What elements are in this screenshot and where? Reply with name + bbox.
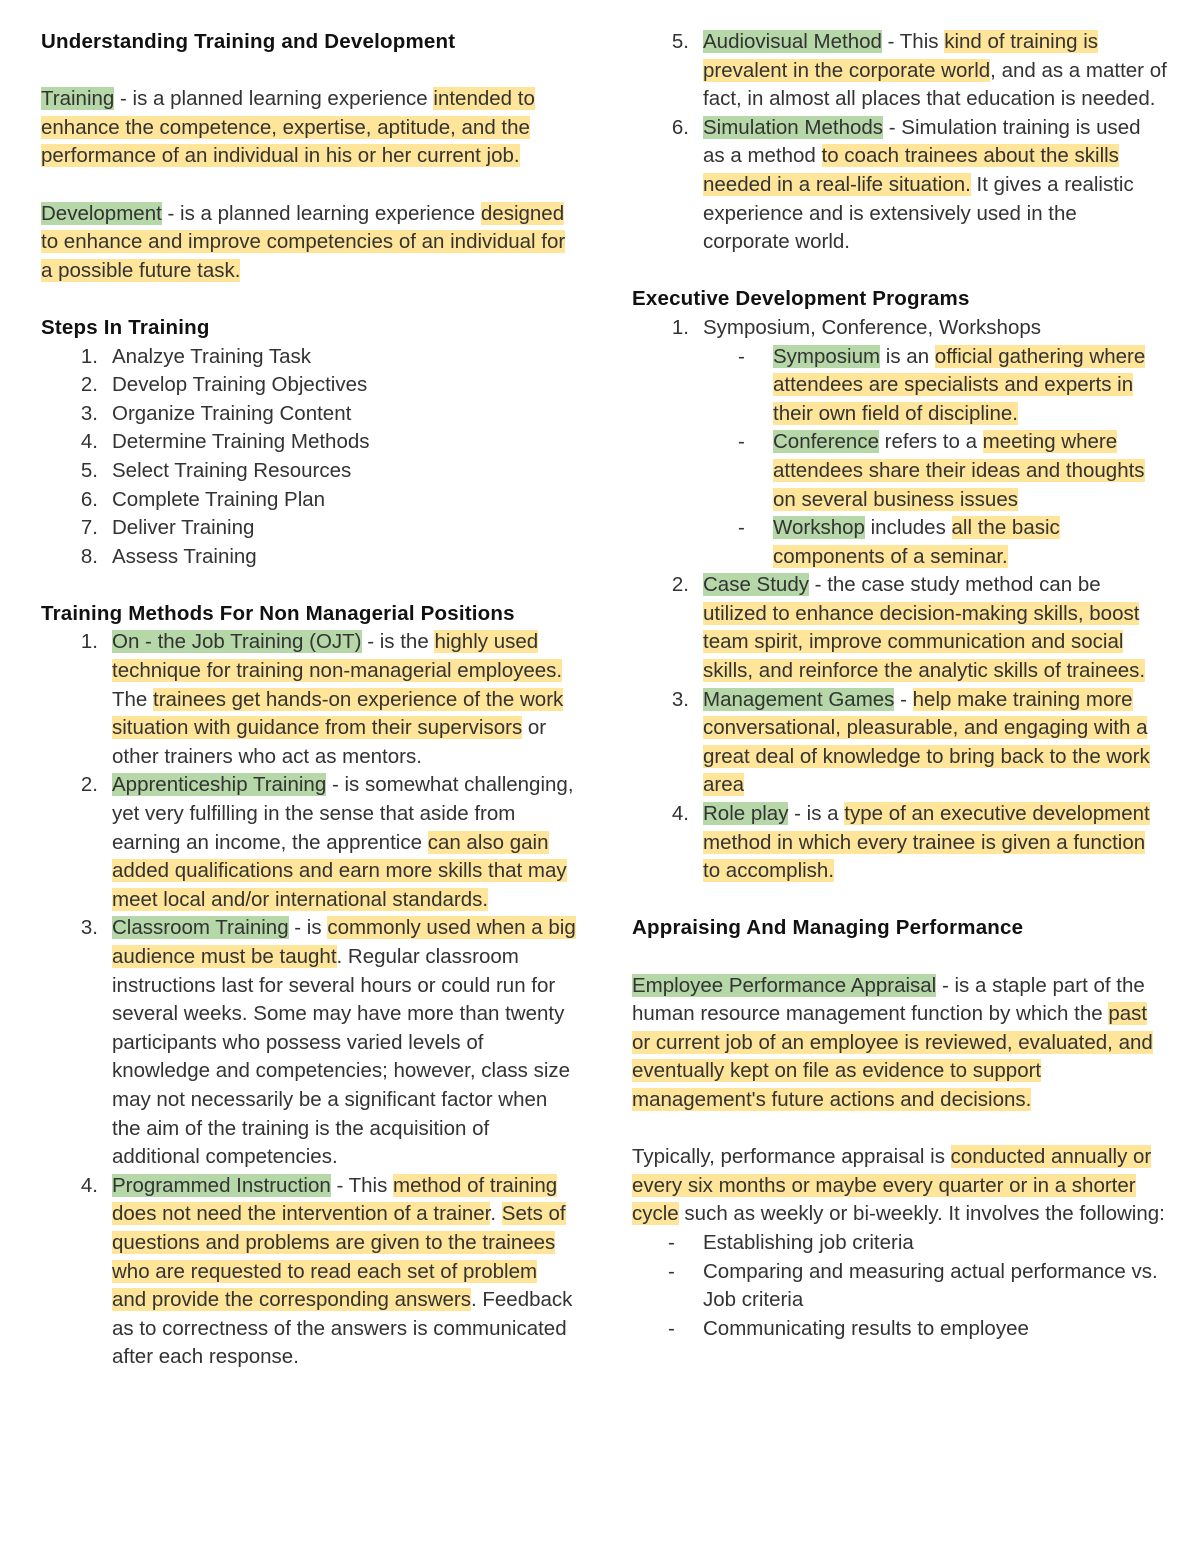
term-audiovisual: Audiovisual Method: [703, 30, 882, 53]
list-item: 1. Analzye Training Task: [80, 344, 312, 368]
text: - This: [330, 1173, 394, 1197]
appraisal-definition: [632, 972, 1167, 1115]
method-simulation: 6. Simulation Methods - Simulation training is used as a method to coach trainees about the skills needed in a real-life situation. It gives a realistic experience and is extensively used in the corporate world.: [671, 115, 1141, 254]
list-item: 7. Deliver Training: [80, 516, 255, 540]
text: - This: [881, 30, 945, 53]
term-appraisal: Employee Performance Appraisal: [632, 973, 937, 997]
sub-item-conference: - Conference refers to a meeting where attendees share their ideas and thoughts on several business issues: [738, 430, 1145, 511]
step-label: Organize Training Content: [112, 401, 352, 425]
step-label: Develop Training Objectives: [112, 373, 368, 397]
text: such as weekly or bi-weekly. It involves the following:: [678, 1202, 1165, 1226]
text: or other trainers who act as mentors.: [112, 716, 547, 768]
right-column: [632, 28, 1167, 1343]
involves-list: [632, 1229, 1167, 1343]
list-item: 2. Develop Training Objectives: [80, 373, 368, 397]
text: - is somewhat challenging, yet very fulfilling in the sense that aside from earning an income, the apprentice: [112, 773, 574, 854]
term-role-play: Role play: [703, 802, 789, 826]
sub-item-symposium: - Symposium is an official gathering where attendees are specialists and experts in their own field of discipline.: [738, 344, 1146, 425]
text: -: [894, 687, 913, 711]
text: .: [490, 1202, 502, 1226]
highlight: trainees get hands-on experience of the work situation with guidance from their supervisors: [112, 687, 564, 740]
text: - Simulation training is used as a method: [703, 115, 1141, 168]
text: - is: [288, 916, 328, 940]
term-simulation: Simulation Methods: [703, 115, 884, 139]
exec-item-case-study: 2. Case Study - the case study method can be utilized to enhance decision-making skills, boost team spirit, improve communication and social skills, and reinforce the analytic skills of trainees.: [671, 573, 1146, 683]
step-label: Select Training Resources: [112, 458, 352, 482]
text: Communicating results to employee: [703, 1316, 1029, 1340]
sub-item-workshop: - Workshop includes all the basic components of a seminar.: [738, 516, 1060, 568]
highlight: type of an executive development method in which every trainee is given a function to accomplish.: [703, 802, 1150, 883]
list-item: - Establishing job criteria: [668, 1230, 914, 1254]
text: - is a staple part of the human resource management function by which the: [632, 973, 1145, 1026]
term-classroom: Classroom Training: [112, 916, 289, 940]
highlight: highly used technique for training non-managerial employees.: [112, 630, 563, 683]
highlight: official gathering where attendees are specialists and experts in their own field of discipline.: [773, 344, 1146, 425]
training-definition: [41, 85, 576, 171]
step-label: Analzye Training Task: [112, 344, 312, 368]
text: Symposium, Conference, Workshops: [703, 315, 1042, 339]
section-title-methods: Training Methods For Non Managerial Positions: [41, 601, 515, 625]
list-item: 4. Determine Training Methods: [80, 430, 370, 454]
highlight: can also gain added qualifications and earn more skills that may meet local and/or international standards.: [112, 830, 567, 911]
method-audiovisual: 5. Audiovisual Method - This kind of training is prevalent in the corporate world, and as a matter of fact, in almost all places that education is needed.: [671, 30, 1167, 111]
highlight: all the basic components of a seminar.: [773, 516, 1060, 568]
section-title-steps: Steps In Training: [41, 315, 210, 339]
highlight: meeting where attendees share their ideas and thoughts on several business issues: [773, 430, 1145, 511]
steps-list: [41, 343, 576, 572]
term-apprenticeship: Apprenticeship Training: [112, 773, 327, 797]
text: The: [112, 687, 154, 711]
training-text: - is a planned learning experience: [114, 87, 434, 111]
development-definition: [41, 200, 576, 286]
text: Typically, performance appraisal is: [632, 1145, 951, 1169]
text: Comparing and measuring actual performance vs. Job criteria: [703, 1259, 1158, 1312]
list-item: - Comparing and measuring actual performance vs. Job criteria: [668, 1259, 1158, 1312]
executive-list: [632, 314, 1167, 886]
development-highlight: designed to enhance and improve competencies of an individual for a possible future task.: [41, 201, 566, 282]
text: Establishing job criteria: [703, 1230, 914, 1254]
term-ojt: On - the Job Training (OJT): [112, 630, 362, 654]
highlight: commonly used when a big audience must be taught: [112, 916, 576, 968]
term-programmed: Programmed Instruction: [112, 1173, 331, 1197]
text: refers to a: [878, 430, 983, 454]
highlight: to coach trainees about the skills needed in a real-life situation.: [703, 144, 1119, 196]
training-highlight: intended to enhance the competence, expertise, aptitude, and the performance of an individual in his or her current job.: [41, 87, 535, 168]
highlight: kind of training is prevalent in the corporate world: [703, 30, 1099, 82]
list-item: 8. Assess Training: [80, 544, 257, 568]
step-label: Determine Training Methods: [112, 430, 370, 454]
highlight: conducted annually or every six months or maybe every quarter or in a shorter cycle: [632, 1145, 1152, 1226]
step-label: Complete Training Plan: [112, 487, 326, 511]
appraisal-frequency: [632, 1143, 1167, 1229]
text: - is a: [788, 802, 845, 826]
highlight: utilized to enhance decision-making skills, boost team spirit, improve communication and social skills, and reinforce the analytic skills of trainees.: [703, 601, 1146, 683]
highlight: past or current job of an employee is reviewed, evaluated, and eventually kept on file as evidence to support management's future actions and decisions.: [632, 1002, 1153, 1111]
method-ojt: 1. On - the Job Training (OJT) - is the highly used technique for training non-managerial employees. The trainees get hands-on experience of the work situation with guidance from their supervisors or other trainers who act as mentors.: [80, 630, 564, 768]
text: - is the: [361, 630, 435, 654]
text: includes: [864, 516, 952, 540]
list-item: 3. Organize Training Content: [80, 401, 352, 425]
section-title-understanding: Understanding Training and Development: [41, 30, 456, 53]
step-label: Assess Training: [112, 544, 257, 568]
highlight: help make training more conversational, pleasurable, and engaging with a great deal of knowledge to bring back to the work area: [703, 687, 1150, 797]
text: . Regular classroom instructions last for several hours or could run for several weeks. Some may have more than twenty participants who possess varied levels of knowledge and competencies; however, class size may not necessarily be a significant factor when the aim of the training is the acquisition of additional competencies.: [112, 945, 571, 1169]
text: . Feedback as to correctness of the answers is communicated after each response.: [112, 1288, 573, 1369]
exec-item-symposium: 1. Symposium, Conference, Workshops: [671, 315, 1042, 339]
methods-list: [41, 628, 576, 1371]
methods-list-continued: [632, 28, 1167, 257]
exec-item-management-games: 3. Management Games - help make training more conversational, pleasurable, and engaging with a great deal of knowledge to bring back to the work area: [671, 687, 1150, 797]
term-workshop: Workshop: [773, 516, 865, 540]
method-programmed: 4. Programmed Instruction - This method of training does not need the intervention of a trainer. Sets of questions and problems are given to the trainees who are requested to read each set of problem and provide the corresponding answers. Feedback as to correctness of the answers is communicated after each response.: [80, 1173, 573, 1369]
list-item: 5. Select Training Resources: [80, 458, 352, 482]
text: - the case study method can be: [808, 573, 1101, 597]
term-case-study: Case Study: [703, 573, 809, 597]
term-development: Development: [41, 201, 162, 225]
list-item: - Communicating results to employee: [668, 1316, 1029, 1340]
section-title-executive: Executive Development Programs: [632, 287, 970, 311]
term-symposium: Symposium: [773, 344, 881, 368]
text: is an: [880, 344, 935, 368]
left-column: [41, 28, 576, 1372]
highlight: method of training does not need the intervention of a trainer: [112, 1173, 558, 1226]
term-management-games: Management Games: [703, 687, 895, 711]
step-label: Deliver Training: [112, 516, 255, 540]
method-apprenticeship: 2. Apprenticeship Training - is somewhat challenging, yet very fulfilling in the sense that aside from earning an income, the apprentice can also gain added qualifications and earn more skills that may meet local and/or international standards.: [80, 773, 574, 911]
highlight: Sets of questions and problems are given to the trainees who are requested to read each set of problem and provide the corresponding answers: [112, 1202, 566, 1312]
method-classroom: 3. Classroom Training - is commonly used when a big audience must be taught. Regular classroom instructions last for several hours or could run for several weeks. Some may have more than twenty participants who possess varied levels of knowledge and competencies; however, class size may not necessarily be a significant factor when the aim of the training is the acquisition of additional competencies.: [80, 916, 576, 1169]
term-conference: Conference: [773, 430, 879, 454]
text: It gives a realistic experience and is extensively used in the corporate world.: [703, 172, 1134, 254]
exec-item-role-play: 4. Role play - is a type of an executive development method in which every trainee is given a function to accomplish.: [671, 802, 1150, 883]
list-item: 6. Complete Training Plan: [80, 487, 326, 511]
development-text: - is a planned learning experience: [161, 201, 481, 225]
section-title-appraising: Appraising And Managing Performance: [632, 916, 1024, 940]
text: , and as a matter of fact, in almost all places that education is needed.: [703, 58, 1167, 111]
term-training: Training: [41, 87, 115, 111]
